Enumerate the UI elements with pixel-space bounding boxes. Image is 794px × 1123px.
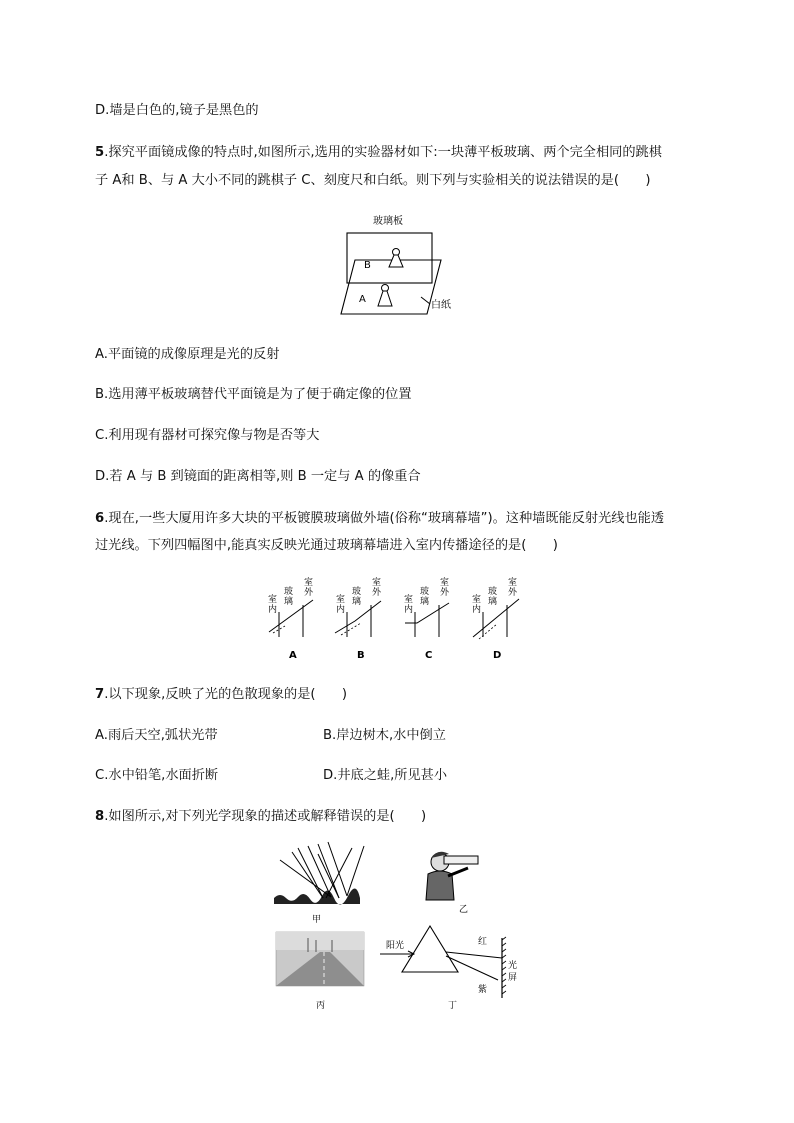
sunlight-label: 阳光: [386, 941, 405, 951]
piece-a-body: [378, 291, 392, 306]
piece-b-body: [389, 255, 403, 267]
svg-text:内: 内: [472, 605, 482, 615]
svg-text:内: 内: [336, 605, 346, 615]
q8-stem: [95, 807, 426, 827]
q5-stem-line1: [95, 143, 662, 163]
q6-panel-b: [335, 576, 382, 661]
svg-text:玻: 玻: [284, 587, 294, 597]
caption-yi: 乙: [459, 905, 469, 915]
svg-text:室: 室: [472, 595, 482, 605]
q7-option-c: C.水中铅笔,水面折断: [95, 768, 219, 783]
svg-text:玻: 玻: [488, 587, 498, 597]
q6-label-c: C: [425, 650, 433, 661]
q5-option-d: D.若 A 与 B 到镜面的距离相等,则 B 一定与 A 的像重合: [95, 469, 421, 484]
piece-a-icon: [382, 285, 389, 292]
q5-number: 5: [95, 145, 105, 160]
q6-stem-line2: 过光线。下列四幅图中,能真实反映光通过玻璃幕墙进入室内传播途径的是( ): [95, 538, 558, 553]
road-photo: [276, 932, 364, 1011]
prism-dispersion-diagram: [380, 926, 517, 1011]
svg-text:内: 内: [268, 605, 278, 615]
piece-b-icon: [393, 249, 400, 256]
q7-option-a: A.雨后天空,弧状光带: [95, 728, 218, 743]
q8-number: 8: [95, 809, 105, 824]
diffuse-reflection-diagram: [274, 842, 364, 925]
svg-text:外: 外: [508, 588, 518, 598]
screen-label-2: 屏: [508, 973, 518, 983]
piece-a-label: A: [359, 294, 366, 305]
q6-label-b: B: [357, 650, 365, 661]
q7-stem-text: .以下现象,反映了光的色散现象的是( ): [104, 687, 348, 702]
q6-stem-line1: [95, 509, 664, 529]
svg-text:室: 室: [336, 595, 346, 605]
q5-figure: [335, 212, 460, 322]
q4-option-d: D.墙是白色的,镜子是黑色的: [95, 103, 259, 118]
piece-b-label: B: [364, 260, 371, 271]
svg-text:外: 外: [304, 588, 314, 598]
q7-number: 7: [95, 687, 105, 702]
svg-text:室: 室: [372, 578, 382, 588]
q5-option-b: B.选用薄平板玻璃替代平面镜是为了便于确定像的位置: [95, 387, 412, 402]
red-label: 红: [478, 937, 488, 947]
q5-option-a: A.平面镜的成像原理是光的反射: [95, 347, 280, 362]
svg-text:室: 室: [440, 578, 450, 588]
svg-text:外: 外: [440, 588, 450, 598]
glass-plate-shape: [347, 233, 432, 283]
q7-option-b: B.岸边树木,水中倒立: [323, 728, 446, 743]
svg-text:室: 室: [508, 578, 518, 588]
svg-text:室: 室: [304, 578, 314, 588]
white-paper-label: 白纸: [431, 300, 451, 311]
svg-text:玻: 玻: [420, 587, 430, 597]
svg-text:璃: 璃: [488, 597, 498, 607]
purple-label: 紫: [478, 985, 488, 995]
paper-leader-line: [421, 297, 430, 304]
svg-text:璃: 璃: [352, 597, 362, 607]
q6-panel-c: [404, 576, 450, 661]
q8-figure: [268, 840, 528, 1015]
q6-stem-text1: .现在,一些大厦用许多大块的平板镀膜玻璃做外墙(俗称“玻璃幕墙”)。这种墙既能反射光线也能透: [104, 511, 665, 526]
q5-stem-text1: .探究平面镜成像的特点时,如图所示,选用的实验器材如下:一块薄平板玻璃、两个完全相同的跳棋: [104, 145, 662, 160]
q6-label-d: D: [493, 650, 502, 661]
q6-label-a: A: [289, 650, 297, 661]
q7-stem: [95, 685, 347, 705]
q5-stem-line2: 子 A和 B、与 A 大小不同的跳棋子 C、刻度尺和白纸。则下列与实验相关的说法错误的是( ): [95, 173, 651, 188]
q7-option-d: D.井底之蛙,所见甚小: [323, 768, 448, 783]
telescope-person-illustration: [426, 852, 478, 915]
q6-figure: [265, 575, 535, 665]
q6-number: 6: [95, 511, 105, 526]
svg-text:内: 内: [404, 605, 414, 615]
svg-text:外: 外: [372, 588, 382, 598]
svg-text:室: 室: [404, 595, 414, 605]
q6-panel-d: [472, 576, 519, 661]
svg-text:室: 室: [268, 595, 278, 605]
q8-stem-text: .如图所示,对下列光学现象的描述或解释错误的是( ): [104, 809, 427, 824]
screen-label-1: 光: [508, 961, 518, 971]
caption-ding: 丁: [448, 1001, 458, 1011]
glass-plate-label: 玻璃板: [373, 216, 403, 227]
svg-text:玻: 玻: [352, 587, 362, 597]
caption-jia: 甲: [312, 915, 322, 925]
svg-text:璃: 璃: [284, 597, 294, 607]
caption-bing: 丙: [316, 1001, 326, 1011]
q6-panel-a: [268, 576, 314, 661]
svg-text:璃: 璃: [420, 597, 430, 607]
q5-option-c: C.利用现有器材可探究像与物是否等大: [95, 428, 320, 443]
